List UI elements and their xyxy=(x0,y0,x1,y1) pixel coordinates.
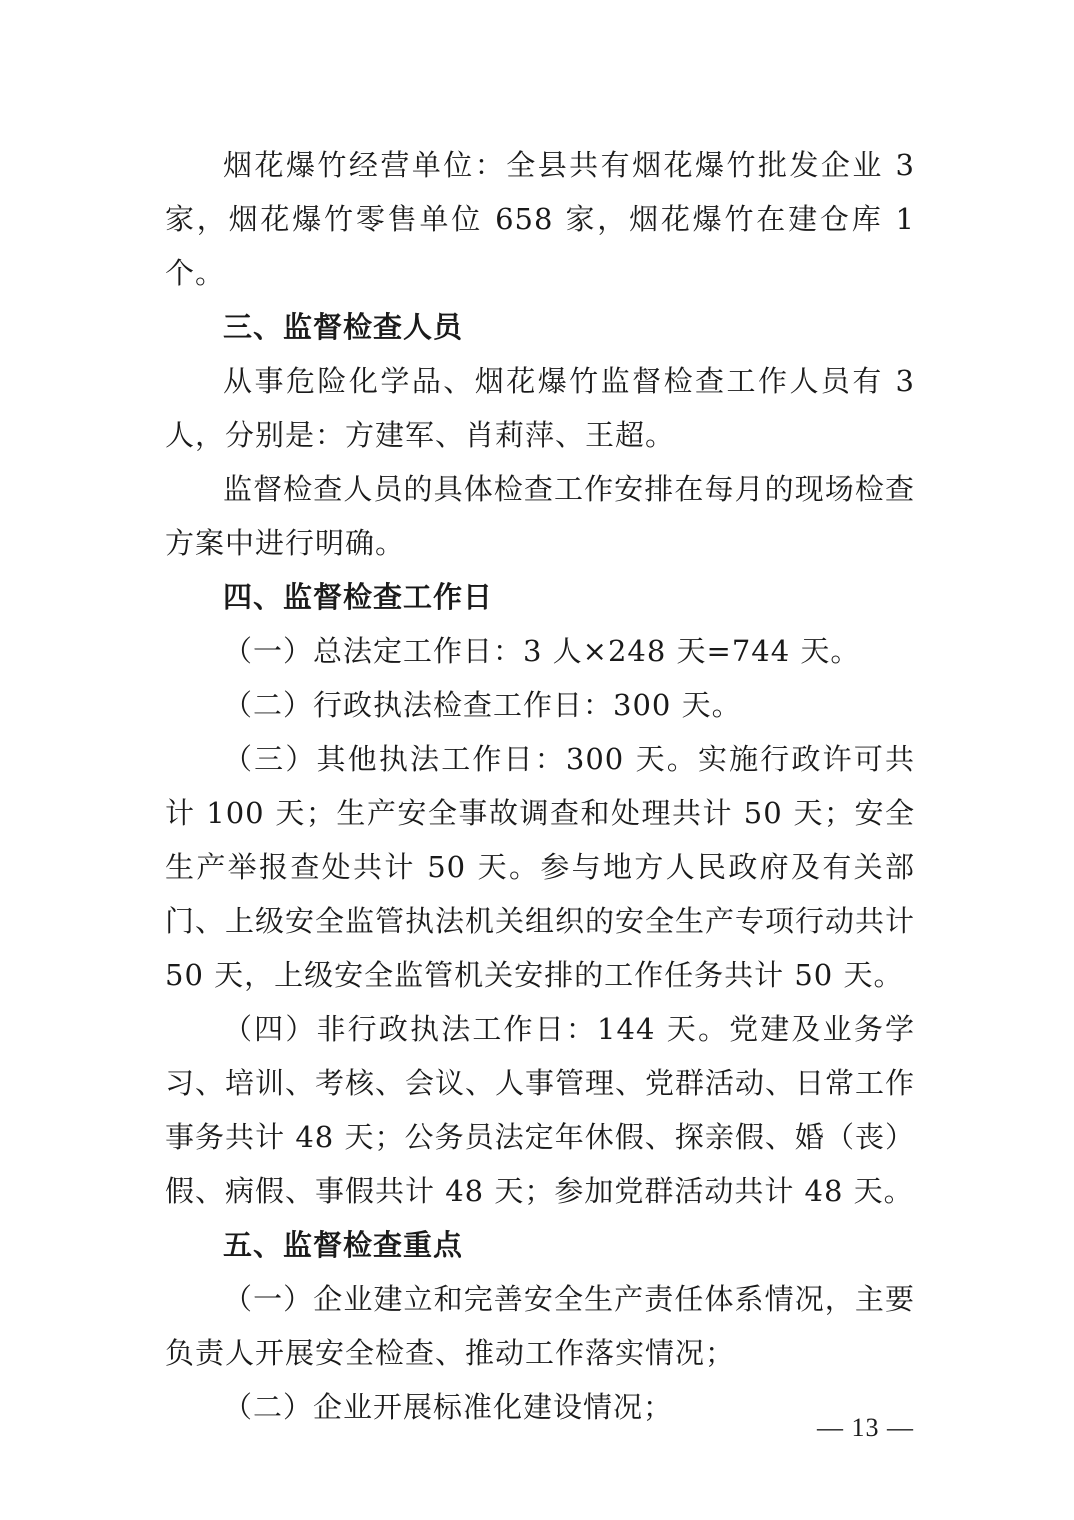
heading-inspection-personnel: 三、监督检查人员 xyxy=(223,310,464,344)
paragraph-non-enforcement-workdays: （四）非行政执法工作日：144 天。党建及业务学习、培训、考核、会议、人事管理、党群活动、日常工作事务共计 48 天；公务员法定年休假、探亲假、婚（丧）假、病假、事假共计 48 天；参加党群活动共计 48 天。 xyxy=(165,1012,916,1208)
paragraph-focus-standardization: （二）企业开展标准化建设情况； xyxy=(223,1390,674,1424)
paragraph-fireworks-units: 烟花爆竹经营单位：全县共有烟花爆竹批发企业 3 家，烟花爆竹零售单位 658 家，烟花爆竹在建仓库 1 个。 xyxy=(165,148,915,290)
paragraph-total-workdays: （一）总法定工作日：3 人×248 天=744 天。 xyxy=(223,634,861,668)
heading-inspection-workdays: 四、监督检查工作日 xyxy=(223,580,494,614)
paragraph-personnel-arrangement: 监督检查人员的具体检查工作安排在每月的现场检查方案中进行明确。 xyxy=(165,472,915,560)
paragraph-focus-responsibility: （一）企业建立和完善安全生产责任体系情况，主要负责人开展安全检查、推动工作落实情况； xyxy=(165,1282,915,1370)
paragraph-other-enforcement-workdays: （三）其他执法工作日：300 天。实施行政许可共计 100 天；生产安全事故调查和处理共计 50 天；安全生产举报查处共计 50 天。参与地方人民政府及有关部门、上级安全监管执法机关组织的安全生产专项行动共计 50 天，上级安全监管机关安排的工作任务共计 50 天。 xyxy=(165,742,916,992)
paragraph-enforcement-workdays: （二）行政执法检查工作日：300 天。 xyxy=(223,688,742,722)
heading-inspection-focus: 五、监督检查重点 xyxy=(223,1228,464,1262)
document-body xyxy=(165,138,915,1434)
paragraph-personnel-list: 从事危险化学品、烟花爆竹监督检查工作人员有 3 人，分别是：方建军、肖莉萍、王超。 xyxy=(165,364,915,452)
page-number: — 13 — xyxy=(817,1413,914,1442)
